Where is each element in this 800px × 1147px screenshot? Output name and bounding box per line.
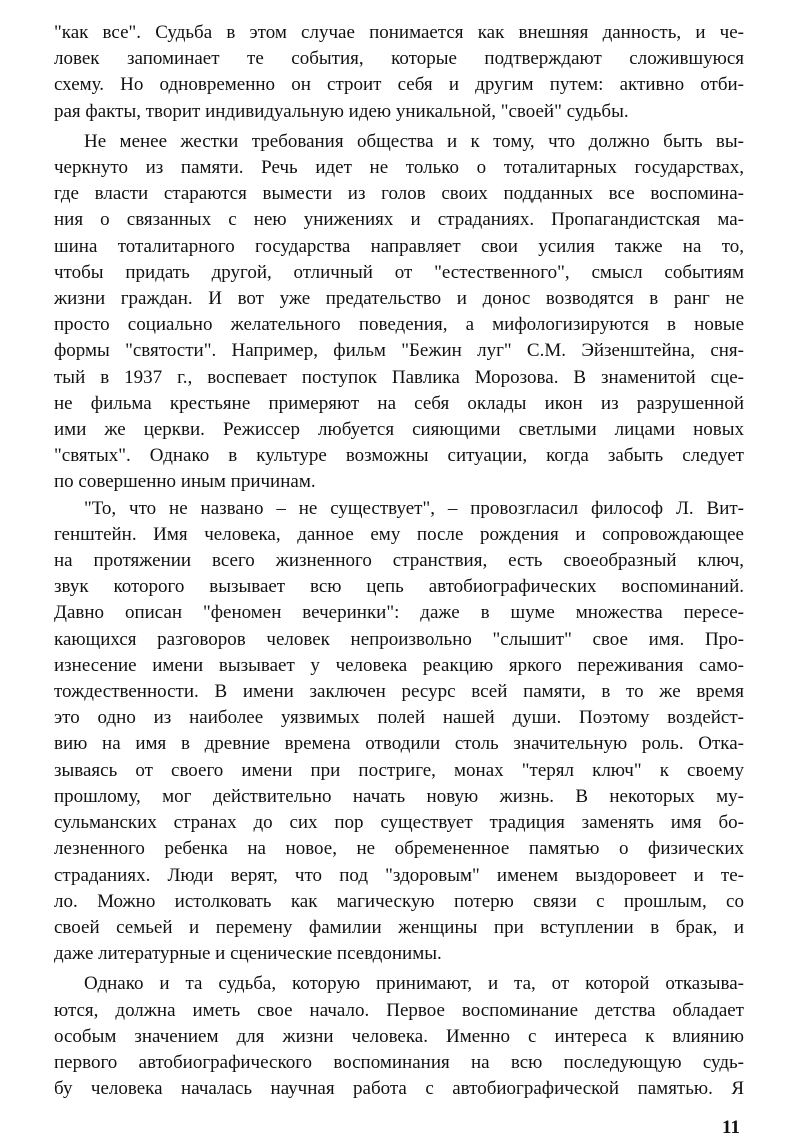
text-line: ловек запоминает те события, которые подтверждают сложившуюся (54, 48, 744, 70)
page-text (54, 20, 744, 1102)
text-line: Давно описан "феномен вечеринки": даже в шуме множества пересе- (54, 602, 744, 624)
text-line: "святых". Однако в культуре возможны ситуации, когда забыть следует (54, 445, 744, 467)
text-line: по совершенно иным причинам. (54, 471, 316, 493)
page-number: 11 (722, 1117, 740, 1139)
text-line: прошлому, мог действительно начать новую жизнь. В некоторых му- (54, 785, 744, 807)
text-line: страданиях. Люди верят, что под "здоровым" именем выздоровеет и те- (54, 864, 744, 886)
text-line: Не менее жестки требования общества и к тому, что должно быть вы- (84, 130, 744, 152)
text-line: схему. Но одновременно он строит себя и другим путем: активно отби- (54, 74, 744, 96)
text-line: ния о связанных с нею унижениях и страданиях. Пропагандистская ма- (54, 209, 744, 231)
text-line: "как все". Судьба в этом случае понимается как внешняя данность, и че- (54, 22, 744, 43)
text-line: формы "святости". Например, фильм "Бежин луг" С.М. Эйзенштейна, сня- (54, 340, 744, 362)
text-line: рая факты, творит индивидуальную идею уникальной, "своей" судьбы. (54, 100, 629, 122)
paragraph (54, 496, 744, 968)
text-line: черкнуто из памяти. Речь идет не только о тоталитарных государствах, (54, 157, 744, 179)
text-line: тождественности. В имени заключен ресурс всей памяти, в то же время (54, 681, 744, 703)
text-line: где власти стараются вымести из голов своих подданных все воспомина- (54, 183, 744, 205)
text-line: зываясь от своего имени при постриге, монах "терял ключ" к своему (54, 759, 744, 781)
text-line: ло. Можно истолковать как магическую потерю связи с прошлым, со (54, 890, 744, 912)
paragraph (54, 971, 744, 1102)
text-line: шина тоталитарного государства направляет свои усилия также на то, (54, 235, 744, 257)
text-line: это одно из наиболее уязвимых полей нашей души. Поэтому воздейст- (54, 707, 744, 729)
text-line: ются, должна иметь свое начало. Первое воспоминание детства обладает (54, 999, 744, 1021)
text-line: кающихся разговоров человек непроизвольно "слышит" свое имя. Про- (54, 628, 744, 650)
text-line: не фильма крестьяне примеряют на себя оклады икон из разрушенной (54, 392, 744, 414)
text-line: вию на имя в древние времена отводили столь значительную роль. Отка- (54, 733, 744, 755)
text-line: жизни граждан. И вот уже предательство и донос возводятся в ранг не (54, 288, 744, 310)
text-line: бу человека началась научная работа с автобиографической памятью. Я (54, 1078, 744, 1100)
text-line: на протяжении всего жизненного странствия, есть своеобразный ключ, (54, 550, 744, 572)
text-line: звук которого вызывает всю цепь автобиографических воспоминаний. (54, 576, 744, 598)
text-line: просто социально желательного поведения, а мифологизируются в новые (54, 314, 744, 336)
text-line: тый в 1937 г., воспевает поступок Павлика Морозова. В знаменитой сце- (54, 366, 744, 388)
text-line: Однако и та судьба, которую принимают, и та, от которой отказыва- (84, 973, 744, 995)
text-line: генштейн. Имя человека, данное ему после рождения и сопровождающее (54, 523, 744, 545)
text-line: чтобы придать другой, отличный от "естественного", смысл событиям (54, 261, 744, 283)
page-body (54, 0, 744, 1140)
text-line: изнесение имени вызывает у человека реакцию яркого переживания само- (54, 654, 744, 676)
text-line: ими же церкви. Режиссер любуется сияющими светлыми лицами новых (54, 419, 744, 441)
text-line: особым значением для жизни человека. Именно с интереса к влиянию (54, 1025, 744, 1047)
text-line: первого автобиографического воспоминания на всю последующую судь- (54, 1051, 744, 1073)
text-line: даже литературные и сценические псевдонимы. (54, 943, 442, 965)
text-line: своей семьей и перемену фамилии женщины при вступлении в брак, и (54, 916, 744, 938)
paragraph (54, 20, 744, 125)
paragraph (54, 129, 744, 496)
text-line: сульманских странах до сих пор существует традиция заменять имя бо- (54, 812, 744, 834)
text-line: лезненного ребенка на новое, не обремененное памятью о физических (54, 838, 744, 860)
text-line: "То, что не названо – не существует", – провозгласил философ Л. Вит- (84, 497, 744, 519)
